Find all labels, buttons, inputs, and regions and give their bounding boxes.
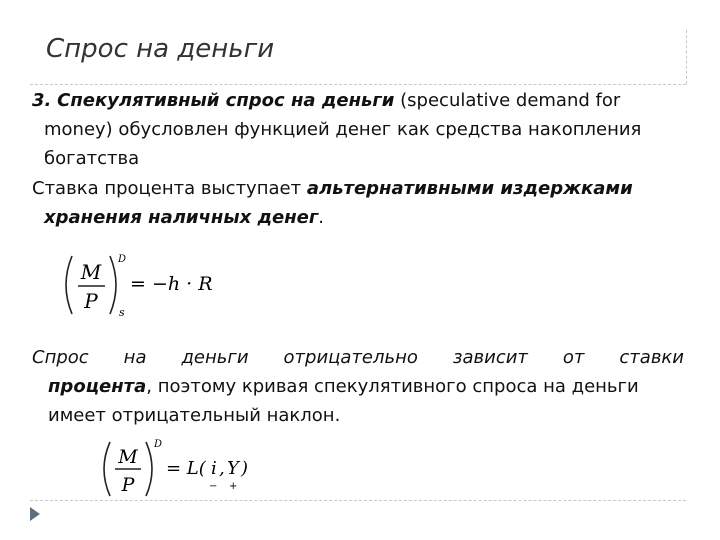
paragraph2-term1: альтернативными издержками	[306, 178, 633, 199]
formula2-numerator: M	[118, 446, 138, 468]
paragraph3-word: отрицательно	[283, 347, 418, 368]
paragraph3-term: процента	[48, 376, 147, 397]
bottom-divider	[30, 500, 686, 501]
formula2-sign-minus: −	[209, 481, 218, 492]
formula2-denominator: P	[121, 474, 135, 496]
formula2-arg2: Y	[227, 458, 239, 479]
paragraph3-line2	[32, 372, 684, 401]
formula2-rhs-suffix: )	[241, 458, 249, 479]
formula1-rhs: = −h · R	[130, 273, 213, 295]
paragraph1-line1	[32, 86, 692, 115]
paragraph2-line1	[32, 174, 692, 203]
paragraph3-word: зависит	[452, 347, 528, 368]
paragraph3-word: деньги	[181, 347, 249, 368]
paragraph-negative-dependence	[32, 343, 684, 430]
title-vertical-divider	[686, 30, 687, 84]
paragraph2-lead: Ставка процента выступает	[32, 178, 302, 199]
paragraph2-line2	[32, 203, 692, 232]
paragraph2-end: .	[318, 207, 325, 228]
formula-speculative-demand	[58, 250, 278, 320]
formula2-separator: ,	[219, 458, 225, 479]
formula-money-demand-function	[96, 436, 296, 502]
formula2-right-paren	[146, 442, 152, 496]
paragraph3-word: от	[562, 347, 585, 368]
formula2-superscript: D	[154, 439, 163, 450]
paragraph1-term: Спекулятивный спрос на деньги	[57, 90, 395, 111]
formula1-denominator: P	[84, 289, 98, 313]
formula1-numerator: M	[80, 260, 102, 284]
formula2-sign-plus: +	[229, 481, 238, 492]
paragraph3-word: ставки	[619, 347, 684, 368]
formula2-svg	[96, 436, 296, 502]
formula2-left-paren	[104, 442, 110, 496]
slide-title: Спрос на деньги	[46, 34, 275, 64]
paragraph3-line1	[32, 343, 684, 372]
formula1-right-paren	[110, 256, 116, 314]
paragraph-speculative-demand	[32, 86, 692, 173]
bullet-arrow-icon	[30, 507, 40, 521]
paragraph1-line2: money) обусловлен функцией денег как средства накопления	[44, 119, 642, 140]
formula1-left-paren	[66, 256, 72, 314]
paragraph3-line2-rest: , поэтому кривая спекулятивного спроса на деньги	[146, 376, 639, 397]
formula1-subscript: s	[119, 306, 125, 319]
formula1-superscript: D	[118, 254, 127, 265]
formula2-rhs-prefix: = L(	[166, 458, 206, 479]
paragraph3-word: на	[123, 347, 147, 368]
paragraph1-english: (speculative demand for	[400, 90, 621, 111]
formula1-svg	[58, 250, 278, 320]
paragraph-interest-rate	[32, 174, 692, 232]
paragraph3-line3: имеет отрицательный наклон.	[48, 405, 341, 426]
paragraph3-word: Спрос	[32, 347, 89, 368]
paragraph1-number: 3.	[32, 90, 52, 111]
paragraph2-term2: хранения наличных денег	[44, 207, 319, 228]
formula2-arg1: i	[211, 458, 217, 479]
title-divider	[30, 84, 686, 85]
paragraph1-line3: богатства	[44, 148, 140, 169]
